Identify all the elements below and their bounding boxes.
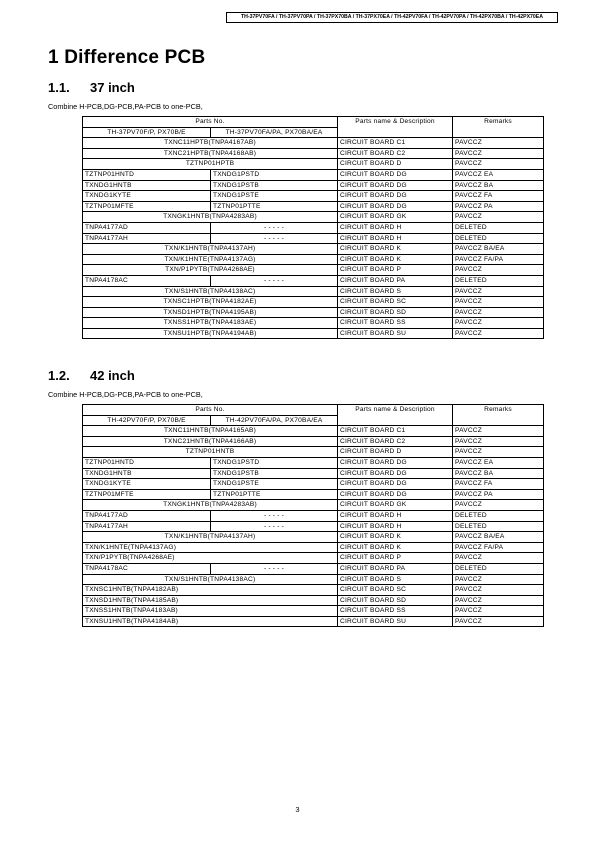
table-row <box>83 328 544 339</box>
part-description: CIRCUIT BOARD SU <box>338 328 453 339</box>
part-remarks: DELETED <box>453 563 544 574</box>
part-remarks: PAVCCZ EA <box>453 169 544 180</box>
parts-table-37 <box>82 116 544 339</box>
part-remarks: PAVCCZ FA/PA <box>453 254 544 265</box>
part-description: CIRCUIT BOARD S <box>338 574 453 585</box>
part-description: CIRCUIT BOARD DG <box>338 489 453 500</box>
part-number-model-b: TZTNP01PTTE <box>211 489 338 500</box>
table-row <box>83 616 544 627</box>
model-a-header: TH-42PV70F/P, PX70B/E <box>83 415 211 426</box>
part-remarks: PAVCCZ BA <box>453 468 544 479</box>
part-number-model-b: - - - - - <box>211 563 338 574</box>
common-part-number: TXN/P1PYTB(TNPA4268AE) <box>83 553 338 564</box>
part-remarks: PAVCCZ <box>453 606 544 617</box>
part-remarks: PAVCCZ FA <box>453 191 544 202</box>
table-row <box>83 201 544 212</box>
part-number-model-b: - - - - - <box>211 222 338 233</box>
table-row <box>83 479 544 490</box>
part-description: CIRCUIT BOARD DG <box>338 191 453 202</box>
part-description: CIRCUIT BOARD DG <box>338 169 453 180</box>
common-part-number: TXN/S1HNTB(TNPA4138AC) <box>83 574 338 585</box>
table-row <box>83 286 544 297</box>
part-remarks: PAVCCZ <box>453 286 544 297</box>
table-row <box>83 457 544 468</box>
table-row <box>83 532 544 543</box>
part-number-model-b: - - - - - <box>211 275 338 286</box>
part-number-model-a: TXNDG1KYTE <box>83 191 211 202</box>
part-description: CIRCUIT BOARD GK <box>338 212 453 223</box>
table-row <box>83 212 544 223</box>
part-number-model-a: TNPA4177AD <box>83 510 211 521</box>
table-row <box>83 244 544 255</box>
part-description: CIRCUIT BOARD H <box>338 233 453 244</box>
parts-no-header: Parts No. <box>83 405 338 416</box>
table-row <box>83 275 544 286</box>
table-row <box>83 307 544 318</box>
running-header: TH-37PV70FA / TH-37PV70PA / TH-37PX70BA / TH-37PX70EA / TH-42PV70FA / TH-42PV70PA / TH-42PX70BA / TH-42PX70EA <box>226 12 558 23</box>
part-description: CIRCUIT BOARD DG <box>338 479 453 490</box>
part-number-model-a: TNPA4177AH <box>83 521 211 532</box>
part-remarks: PAVCCZ <box>453 328 544 339</box>
part-remarks: PAVCCZ BA/EA <box>453 532 544 543</box>
common-part-number: TXNC11HPTB(TNPA4167AB) <box>83 138 338 149</box>
table-row <box>83 563 544 574</box>
part-description: CIRCUIT BOARD DG <box>338 468 453 479</box>
part-description: CIRCUIT BOARD S <box>338 286 453 297</box>
part-remarks: PAVCCZ <box>453 212 544 223</box>
table-row <box>83 595 544 606</box>
common-part-number: TXNSS1HPTB(TNPA4183AE) <box>83 318 338 329</box>
table-row <box>83 191 544 202</box>
common-part-number: TXNSU1HPTB(TNPA4194AB) <box>83 328 338 339</box>
part-remarks: PAVCCZ <box>453 159 544 170</box>
common-part-number: TXNC21HNTB(TNPA4166AB) <box>83 436 338 447</box>
part-description: CIRCUIT BOARD DG <box>338 201 453 212</box>
part-description: CIRCUIT BOARD SC <box>338 297 453 308</box>
table-row <box>83 426 544 437</box>
part-number-model-a: TZTNP01HNTD <box>83 169 211 180</box>
part-remarks: PAVCCZ <box>453 574 544 585</box>
table-row <box>83 468 544 479</box>
section-number: 1.1. <box>48 80 70 95</box>
table-row <box>83 138 544 149</box>
part-remarks: PAVCCZ BA <box>453 180 544 191</box>
part-description: CIRCUIT BOARD PA <box>338 563 453 574</box>
table-row <box>83 500 544 511</box>
part-description: CIRCUIT BOARD PA <box>338 275 453 286</box>
common-part-number: TXNSU1HNTB(TNPA4184AB) <box>83 616 338 627</box>
table-row <box>83 574 544 585</box>
part-description: CIRCUIT BOARD K <box>338 254 453 265</box>
part-number-model-a: TNPA4177AH <box>83 233 211 244</box>
table-row <box>83 159 544 170</box>
table-header-row <box>83 405 544 416</box>
section-intro-42: Combine H-PCB,DG-PCB,PA-PCB to one-PCB, <box>48 390 203 399</box>
part-remarks: PAVCCZ <box>453 297 544 308</box>
part-number-model-a: TXNDG1KYTE <box>83 479 211 490</box>
remarks-header: Remarks <box>453 117 544 138</box>
common-part-number: TXN/S1HNTB(TNPA4138AC) <box>83 286 338 297</box>
page-number: 3 <box>295 805 300 814</box>
common-part-number: TXNSD1HNTB(TNPA4185AB) <box>83 595 338 606</box>
part-number-model-b: TXNDG1PSTE <box>211 479 338 490</box>
part-number-model-b: - - - - - <box>211 510 338 521</box>
part-description: CIRCUIT BOARD DG <box>338 457 453 468</box>
table-row <box>83 542 544 553</box>
part-remarks: DELETED <box>453 521 544 532</box>
part-number-model-a: TNPA4178AC <box>83 563 211 574</box>
part-number-model-b: TXNDG1PSTB <box>211 468 338 479</box>
table-row <box>83 254 544 265</box>
part-description: CIRCUIT BOARD C1 <box>338 426 453 437</box>
table-row <box>83 222 544 233</box>
page-title: 1 Difference PCB <box>48 47 206 68</box>
part-number-model-b: - - - - - <box>211 233 338 244</box>
part-number-model-b: - - - - - <box>211 521 338 532</box>
common-part-number: TXNSD1HPTB(TNPA4195AB) <box>83 307 338 318</box>
part-description: CIRCUIT BOARD C1 <box>338 138 453 149</box>
part-number-model-a: TXNDG1HNTB <box>83 180 211 191</box>
part-description: CIRCUIT BOARD DG <box>338 180 453 191</box>
part-description: CIRCUIT BOARD C2 <box>338 148 453 159</box>
part-remarks: PAVCCZ <box>453 318 544 329</box>
parts-no-header: Parts No. <box>83 117 338 128</box>
part-number-model-b: TXNDG1PSTB <box>211 180 338 191</box>
part-remarks: PAVCCZ EA <box>453 457 544 468</box>
section-title: 37 inch <box>90 80 135 95</box>
parts-table-42 <box>82 404 544 627</box>
table-header-row <box>83 117 544 128</box>
part-remarks: PAVCCZ <box>453 436 544 447</box>
part-number-model-a: TZTNP01MFTE <box>83 201 211 212</box>
part-remarks: PAVCCZ <box>453 138 544 149</box>
part-remarks: PAVCCZ <box>453 585 544 596</box>
part-number-model-a: TZTNP01MFTE <box>83 489 211 500</box>
section-title: 42 inch <box>90 368 135 383</box>
part-remarks: DELETED <box>453 233 544 244</box>
table-row <box>83 447 544 458</box>
part-description: CIRCUIT BOARD D <box>338 447 453 458</box>
common-part-number: TZTNP01HPTB <box>83 159 338 170</box>
part-description: CIRCUIT BOARD P <box>338 265 453 276</box>
part-description: CIRCUIT BOARD SS <box>338 318 453 329</box>
common-part-number: TXN/K1HNTE(TNPA4137AG) <box>83 542 338 553</box>
common-part-number: TXNC21HPTB(TNPA4168AB) <box>83 148 338 159</box>
part-description: CIRCUIT BOARD K <box>338 542 453 553</box>
part-remarks: DELETED <box>453 222 544 233</box>
part-remarks: PAVCCZ <box>453 307 544 318</box>
description-header: Parts name & Description <box>338 117 453 138</box>
part-remarks: PAVCCZ BA/EA <box>453 244 544 255</box>
common-part-number: TXNSS1HNTB(TNPA4183AB) <box>83 606 338 617</box>
table-row <box>83 489 544 500</box>
table-row <box>83 606 544 617</box>
part-description: CIRCUIT BOARD K <box>338 244 453 255</box>
common-part-number: TZTNP01HNTB <box>83 447 338 458</box>
table-row <box>83 148 544 159</box>
part-description: CIRCUIT BOARD H <box>338 510 453 521</box>
part-remarks: PAVCCZ <box>453 447 544 458</box>
part-description: CIRCUIT BOARD H <box>338 222 453 233</box>
common-part-number: TXN/K1HNTB(TNPA4137AH) <box>83 532 338 543</box>
table-row <box>83 585 544 596</box>
model-b-header: TH-37PV70FA/PA, PX70BA/EA <box>211 127 338 138</box>
part-number-model-b: TZTNP01PTTE <box>211 201 338 212</box>
table-row <box>83 297 544 308</box>
table-row <box>83 553 544 564</box>
model-b-header: TH-42PV70FA/PA, PX70BA/EA <box>211 415 338 426</box>
section-intro-37: Combine H-PCB,DG-PCB,PA-PCB to one-PCB, <box>48 102 203 111</box>
part-description: CIRCUIT BOARD SD <box>338 595 453 606</box>
common-part-number: TXNSC1HPTB(TNPA4182AE) <box>83 297 338 308</box>
table-row <box>83 436 544 447</box>
common-part-number: TXN/K1HNTB(TNPA4137AH) <box>83 244 338 255</box>
part-description: CIRCUIT BOARD SC <box>338 585 453 596</box>
table-row <box>83 180 544 191</box>
part-number-model-b: TXNDG1PSTD <box>211 457 338 468</box>
part-remarks: PAVCCZ <box>453 595 544 606</box>
common-part-number: TXNGK1HNTB(TNPA4283AB) <box>83 212 338 223</box>
part-description: CIRCUIT BOARD GK <box>338 500 453 511</box>
common-part-number: TXN/K1HNTE(TNPA4137AG) <box>83 254 338 265</box>
table-row <box>83 169 544 180</box>
common-part-number: TXN/P1PYTB(TNPA4268AE) <box>83 265 338 276</box>
part-description: CIRCUIT BOARD D <box>338 159 453 170</box>
part-number-model-a: TNPA4178AC <box>83 275 211 286</box>
part-remarks: PAVCCZ <box>453 426 544 437</box>
part-remarks: PAVCCZ <box>453 148 544 159</box>
part-description: CIRCUIT BOARD K <box>338 532 453 543</box>
part-number-model-b: TXNDG1PSTE <box>211 191 338 202</box>
table-row <box>83 510 544 521</box>
part-number-model-a: TZTNP01HNTD <box>83 457 211 468</box>
part-description: CIRCUIT BOARD SU <box>338 616 453 627</box>
part-number-model-a: TNPA4177AD <box>83 222 211 233</box>
part-description: CIRCUIT BOARD SS <box>338 606 453 617</box>
part-description: CIRCUIT BOARD C2 <box>338 436 453 447</box>
part-remarks: PAVCCZ PA <box>453 201 544 212</box>
table-row <box>83 233 544 244</box>
part-remarks: PAVCCZ PA <box>453 489 544 500</box>
common-part-number: TXNGK1HNTB(TNPA4283AB) <box>83 500 338 511</box>
table-row <box>83 521 544 532</box>
part-description: CIRCUIT BOARD P <box>338 553 453 564</box>
part-remarks: DELETED <box>453 510 544 521</box>
part-number-model-a: TXNDG1HNTB <box>83 468 211 479</box>
part-description: CIRCUIT BOARD SD <box>338 307 453 318</box>
part-remarks: PAVCCZ <box>453 500 544 511</box>
table-row <box>83 318 544 329</box>
part-number-model-b: TXNDG1PSTD <box>211 169 338 180</box>
part-remarks: PAVCCZ FA <box>453 479 544 490</box>
common-part-number: TXNC11HNTB(TNPA4165AB) <box>83 426 338 437</box>
description-header: Parts name & Description <box>338 405 453 426</box>
table-row <box>83 265 544 276</box>
part-remarks: PAVCCZ <box>453 265 544 276</box>
section-number: 1.2. <box>48 368 70 383</box>
section-heading-37 <box>48 80 135 95</box>
section-heading-42 <box>48 368 135 383</box>
remarks-header: Remarks <box>453 405 544 426</box>
part-remarks: PAVCCZ <box>453 616 544 627</box>
part-remarks: PAVCCZ FA/PA <box>453 542 544 553</box>
common-part-number: TXNSC1HNTB(TNPA4182AB) <box>83 585 338 596</box>
part-description: CIRCUIT BOARD H <box>338 521 453 532</box>
model-a-header: TH-37PV70F/P, PX70B/E <box>83 127 211 138</box>
part-remarks: PAVCCZ <box>453 553 544 564</box>
part-remarks: DELETED <box>453 275 544 286</box>
